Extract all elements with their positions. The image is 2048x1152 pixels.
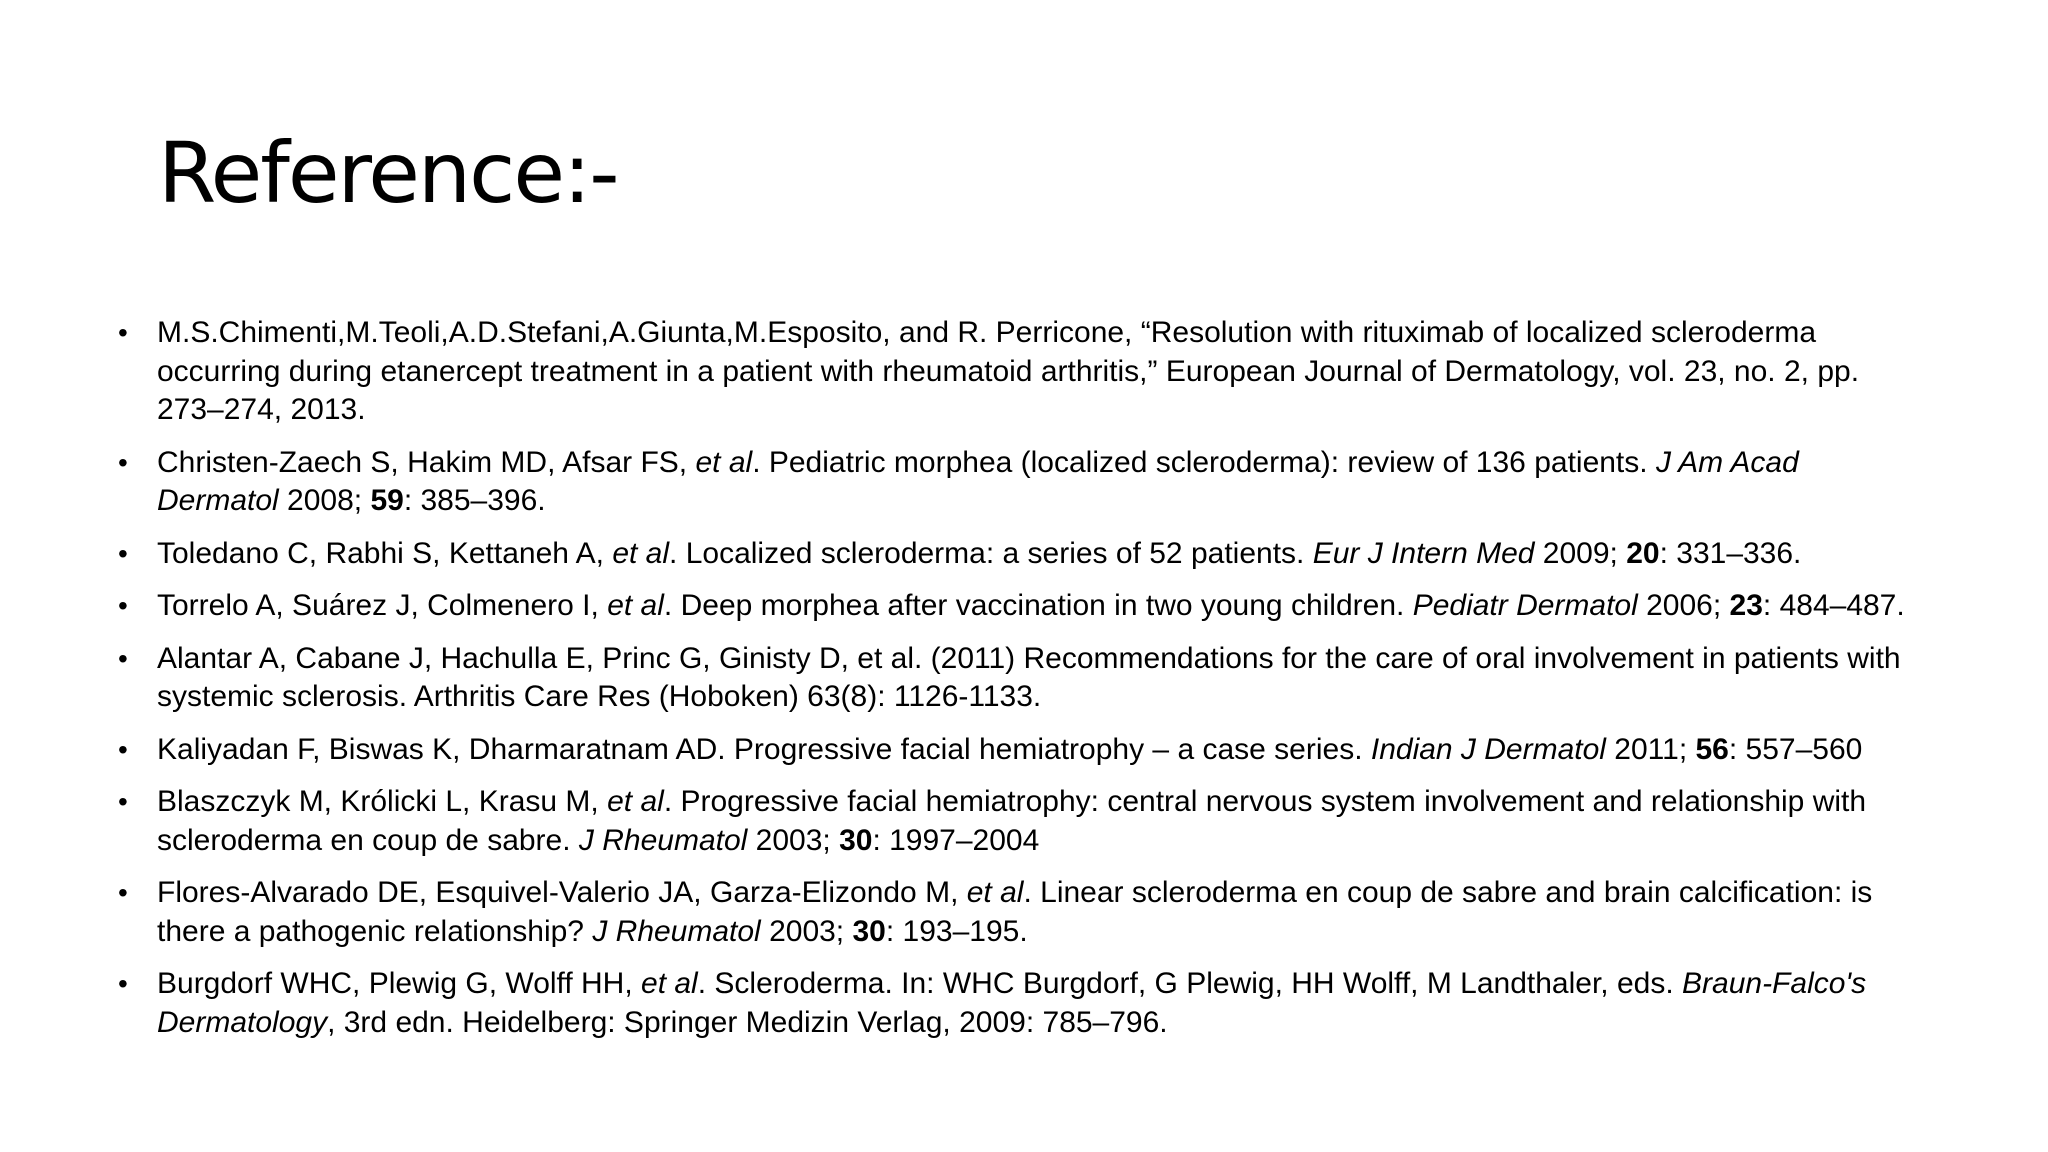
reference-text-segment: : 1997–2004	[872, 823, 1040, 857]
reference-volume-number: 23	[1729, 589, 1763, 622]
reference-text-segment: Kaliyadan F, Biswas K, Dharmaratnam AD. Progressive facial hemiatrophy – a case series.	[157, 732, 1371, 766]
reference-item	[118, 783, 1918, 860]
reference-volume-number: 30	[839, 823, 873, 857]
reference-item	[118, 640, 1918, 717]
bullet-icon: •	[118, 642, 128, 674]
reference-text-segment: 2003;	[760, 914, 853, 948]
reference-text-segment: . Scleroderma. In: WHC Burgdorf, G Plewig, HH Wolff, M Landthaler, eds.	[697, 967, 1683, 1000]
reference-text	[157, 733, 1862, 766]
bullet-icon: •	[118, 786, 128, 817]
bullet-icon: •	[118, 733, 128, 765]
bullet-icon: •	[118, 968, 128, 999]
reference-text	[157, 876, 1872, 948]
bullet-icon: •	[118, 537, 128, 569]
reference-italic-segment: J Rheumatol	[578, 823, 748, 857]
reference-text-segment: Burgdorf WHC, Plewig G, Wolff HH,	[157, 967, 642, 1000]
reference-italic-segment: Braun-Falco's Dermatology	[157, 967, 1867, 1039]
reference-italic-segment: et al	[695, 445, 753, 479]
reference-text-segment: M.S.Chimenti,M.Teoli,A.D.Stefani,A.Giunta,M.Esposito, and R. Perricone, “Resolution with rituximab of localized scleroderma occurring during etanercept treatment in a patient with rheumatoid arthritis,” European Journal of Dermatology, vol. 23, no. 2, pp. 273–274, 2013.	[157, 316, 1860, 426]
reference-text	[157, 785, 1866, 857]
reference-text-segment: . Linear scleroderma en coup de sabre and brain calcification: is there a pathogenic relationship?	[157, 876, 1873, 948]
reference-text	[157, 446, 1799, 518]
reference-text-segment: . Progressive facial hemiatrophy: central nervous system involvement and relationship with scleroderma en coup de sabre.	[157, 785, 1867, 857]
reference-item	[118, 965, 1918, 1042]
reference-text-segment: 2011;	[1605, 732, 1696, 766]
reference-text-segment: : 193–195.	[885, 914, 1028, 948]
reference-italic-segment: J Am Acad Dermatol	[157, 445, 1799, 517]
reference-italic-segment: J Rheumatol	[592, 914, 761, 948]
reference-italic-segment: et al	[607, 589, 664, 622]
reference-text	[157, 316, 1859, 426]
reference-volume-number: 20	[1626, 536, 1660, 570]
reference-italic-segment: et al	[607, 785, 664, 818]
reference-italic-segment: Eur J Intern Med	[1312, 536, 1535, 570]
reference-text-segment: . Deep morphea after vaccination in two young children.	[663, 589, 1413, 622]
reference-text-segment: : 484–487.	[1762, 589, 1905, 622]
reference-item	[118, 587, 1918, 626]
reference-text	[157, 589, 1905, 622]
reference-text	[157, 967, 1866, 1039]
reference-text-segment: Blaszczyk M, Królicki L, Krasu M,	[157, 785, 608, 818]
reference-italic-segment: et al	[966, 876, 1024, 909]
reference-item	[118, 444, 1918, 521]
bullet-icon: •	[118, 590, 128, 621]
reference-item	[118, 874, 1918, 951]
reference-text-segment: , 3rd edn. Heidelberg: Springer Medizin Verlag, 2009: 785–796.	[327, 1005, 1168, 1039]
reference-italic-segment: et al	[641, 967, 698, 1000]
reference-item	[118, 731, 1918, 770]
reference-item	[118, 535, 1918, 574]
reference-text-segment: : 385–396.	[403, 484, 546, 517]
reference-italic-segment: Pediatr Dermatol	[1412, 589, 1638, 622]
reference-text-segment: 2003;	[747, 823, 840, 857]
bullet-icon: •	[118, 877, 128, 908]
reference-text-segment: 2009;	[1534, 536, 1627, 570]
reference-text-segment: . Localized scleroderma: a series of 52 patients.	[669, 536, 1313, 570]
reference-text-segment: Toledano C, Rabhi S, Kettaneh A,	[157, 536, 613, 570]
reference-text-segment: Christen-Zaech S, Hakim MD, Afsar FS,	[157, 445, 696, 479]
reference-volume-number: 59	[370, 484, 404, 517]
reference-item	[118, 314, 1918, 430]
reference-text-segment: Flores-Alvarado DE, Esquivel-Valerio JA, Garza-Elizondo M,	[157, 876, 967, 909]
reference-text-segment: : 557–560	[1728, 732, 1863, 766]
reference-italic-segment: et al	[612, 536, 670, 570]
reference-text-segment: Torrelo A, Suárez J, Colmenero I,	[157, 589, 608, 622]
reference-text	[157, 642, 1901, 714]
reference-text-segment: 2006;	[1637, 589, 1730, 622]
reference-text-segment: Alantar A, Cabane J, Hachulla E, Princ G, Ginisty D, et al. (2011) Recommendations for the care of oral involvement in patients with systemic sclerosis. Arthritis Care Res (Hoboken) 63(8): 1126-1133.	[157, 641, 1901, 713]
bullet-icon: •	[118, 446, 128, 478]
reference-list	[118, 314, 1918, 1056]
reference-text-segment: 2008;	[278, 484, 371, 517]
reference-italic-segment: Indian J Dermatol	[1370, 732, 1606, 766]
reference-text-segment: : 331–336.	[1659, 536, 1802, 570]
reference-volume-number: 56	[1695, 732, 1729, 766]
slide-title: Reference:-	[158, 124, 618, 222]
reference-text	[157, 537, 1801, 570]
reference-volume-number: 30	[852, 914, 886, 948]
reference-text-segment: . Pediatric morphea (localized scleroderma): review of 136 patients.	[752, 445, 1656, 479]
bullet-icon: •	[118, 317, 128, 348]
